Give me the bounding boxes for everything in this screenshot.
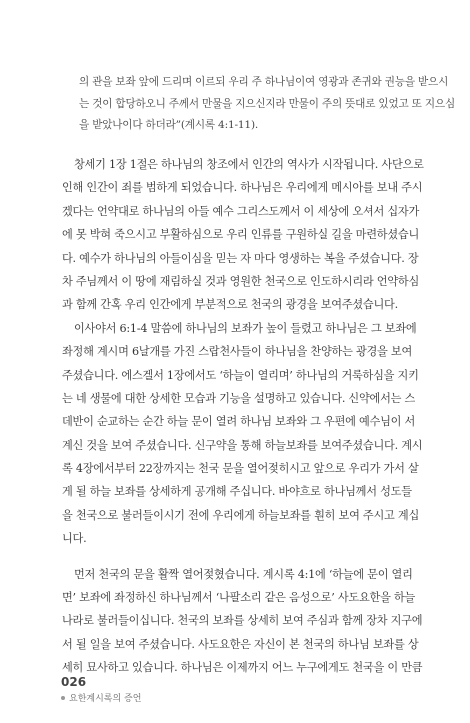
running-head — [61, 691, 261, 704]
text-line: 데반이 순교하는 순간 하늘 문이 열려 하나님 보좌와 그 우편에 예수님이 서 — [62, 415, 416, 429]
scripture-quote — [79, 72, 455, 137]
text-line: 록 4장에서부터 22장까지는 천국 문을 열어젖히시고 앞으로 우리가 가서 살 — [62, 462, 419, 476]
paragraph — [62, 563, 423, 680]
quote-line: 의 관을 보좌 앞에 드리며 이르되 우리 주 하나님이여 영광과 존귀와 권능을 받으시 — [79, 76, 449, 88]
text-line: 인해 인간이 죄를 범하게 되었습니다. 하나님은 우리에게 메시아를 보내 주시 — [62, 181, 423, 195]
text-line: 겠다는 언약대로 하나님의 아들 예수 그리스도께서 이 세상에 오셔서 십자가 — [62, 204, 420, 218]
page-number: 026 — [61, 675, 87, 689]
text-line: 창세기 1장 1절은 하나님의 창조에서 인간의 역사가 시작됩니다. 사단으로 — [74, 158, 424, 171]
paragraph — [62, 317, 423, 551]
text-line: 주셨습니다. 에스겔서 1장에서도 ‘하늘이 열리며’ 하나님의 거룩하심을 지키 — [62, 368, 419, 382]
text-line: 이사야서 6:1-4 말씀에 하나님의 보좌가 높이 들렸고 하나님은 그 보좌에 — [74, 321, 417, 335]
text-line: 먼저 천국의 문을 활짝 열어젖혔습니다. 계시록 4:1에 ‘하늘에 문이 열리 — [74, 567, 413, 581]
text-line: 에 못 박혀 죽으시고 부활하심으로 우리 인류를 구원하실 길을 마련하셨습니 — [62, 228, 420, 242]
paragraph — [62, 153, 424, 317]
dot-icon — [61, 696, 65, 700]
quote-line: 을 받았나이다 하더라”(계시록 4:1-11). — [79, 119, 259, 131]
text-line: 다. 예수가 하나님의 아들이심을 믿는 자 마다 영생하는 복을 주셨습니다. 장 — [62, 251, 419, 265]
text-line: 면’ 보좌에 좌정하신 하나님께서 ‘나팔소리 같은 음성으로’ 사도요한을 하늘 — [62, 591, 416, 605]
body-text — [62, 153, 424, 680]
text-line: 는 네 생물에 대한 상세한 모습과 기능을 설명하고 있습니다. 신약에서는 스 — [62, 391, 416, 405]
text-line: 을 천국으로 불러들이시기 전에 우리에게 하늘보좌를 훤히 보여 주시고 계십 — [62, 508, 420, 522]
text-line: 과 함께 간혹 우리 인간에게 부분적으로 천국의 광경을 보여주셨습니다. — [62, 298, 398, 312]
text-line: 계신 것을 보여 주셨습니다. 신구약을 통해 하늘보좌를 보여주셨습니다. 계시 — [62, 438, 423, 452]
text-line: 나라로 불러들이십니다. 천국의 보좌를 상세히 보여 주심과 함께 장차 지구에 — [62, 614, 423, 628]
text-line: 게 될 하늘 보좌를 상세하게 공개해 주십니다. 바야흐로 하나님께서 성도들 — [62, 485, 412, 499]
paragraph-gap — [62, 551, 418, 563]
book-title: 요한계시록의 증언 — [69, 694, 142, 704]
text-line: 좌정해 계시며 6날개를 가진 스랍천사들이 하나님을 찬양하는 광경을 보여 — [62, 345, 413, 359]
text-line: 니다. — [62, 532, 87, 546]
text-line: 서 될 일을 보여 주셨습니다. 사도요한은 자신이 본 천국의 하나님 보좌를 상 — [62, 637, 419, 651]
text-line: 세히 묘사하고 있습니다. 하나님은 이제까지 어느 누구에게도 천국을 이 만큼 — [62, 661, 423, 675]
page-footer — [61, 675, 261, 704]
text-line: 차 주님께서 이 땅에 재림하실 것과 영원한 천국으로 인도하시리라 언약하심 — [62, 274, 420, 288]
quote-line: 는 것이 합당하오니 주께서 만물을 지으신지라 만물이 주의 뜻대로 있었고 또 지으심 — [79, 97, 455, 110]
